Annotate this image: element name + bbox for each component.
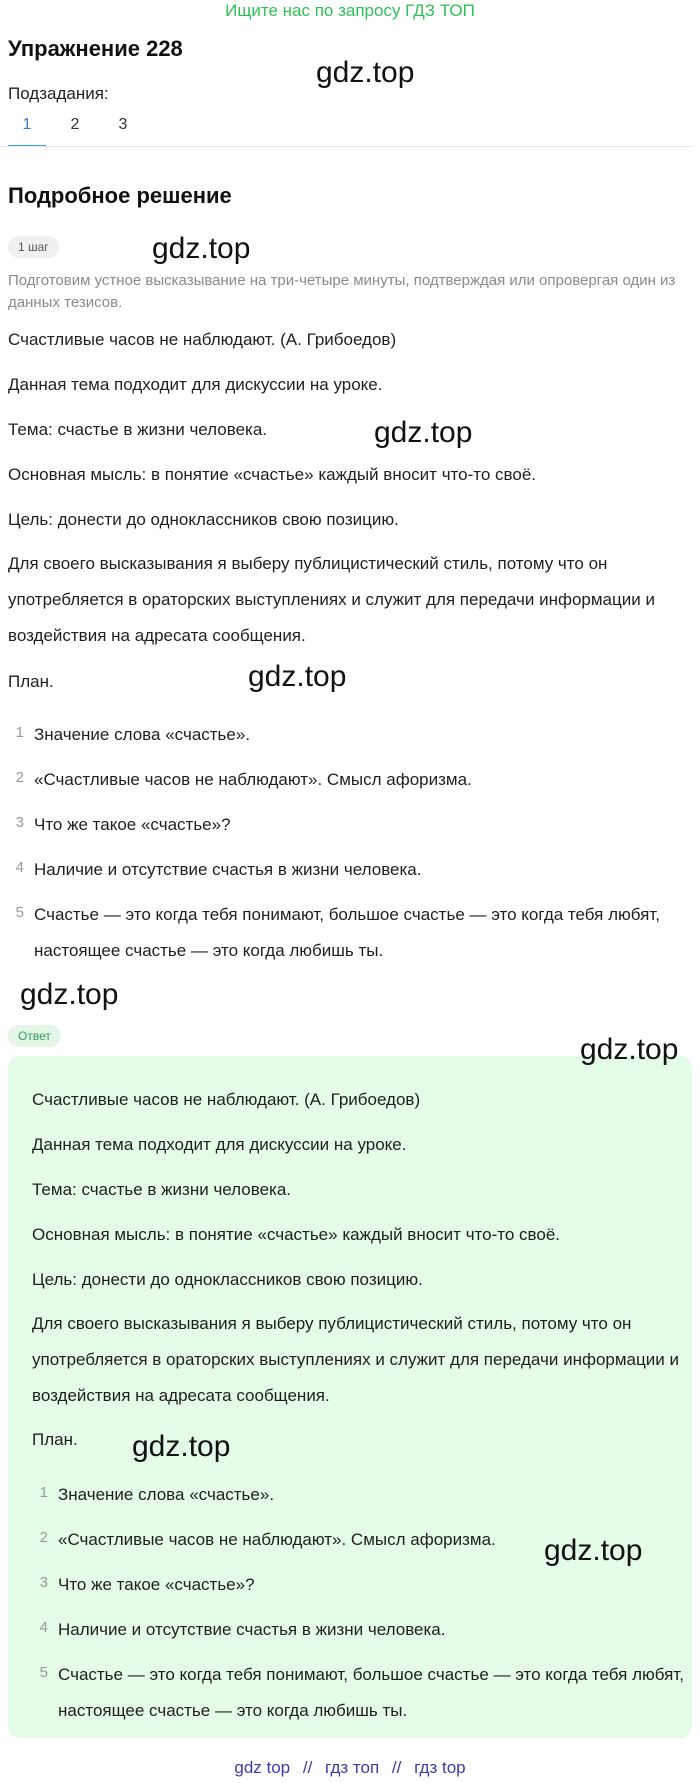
list-number: 5 [39, 1664, 48, 1681]
watermark: gdz.top [316, 56, 415, 89]
watermark: gdz.top [580, 1033, 679, 1066]
footer-links [0, 1758, 700, 1778]
step-badge: 1 шаг [8, 236, 59, 258]
footer-link[interactable]: gdz top [234, 1758, 291, 1777]
footer-link[interactable]: гдз top [414, 1758, 466, 1777]
solution-plan-label: План. [8, 672, 54, 691]
answer-paragraph: Цель: донести до одноклассников свою позицию. [32, 1270, 423, 1289]
solution-paragraph: Для своего высказывания я выберу публицистический стиль, потому что он употребляется в ораторских выступлениях и служит для передачи информации и воздействия на адресата сообщения. [8, 554, 655, 645]
answer-badge: Ответ [8, 1025, 61, 1047]
watermark: gdz.top [374, 416, 473, 449]
footer-separator: // [391, 1758, 402, 1777]
answer-paragraph: Для своего высказывания я выберу публицистический стиль, потому что он употребляется в ораторских выступлениях и служит для передачи информации и воздействия на адресата сообщения. [32, 1314, 679, 1405]
answer-paragraph: Основная мысль: в понятие «счастье» каждый вносит что-то своё. [32, 1225, 561, 1244]
list-text: Что же такое «счастье»? [58, 1575, 255, 1594]
watermark: gdz.top [152, 232, 251, 265]
list-number: 3 [39, 1574, 48, 1591]
divider [0, 146, 692, 147]
solution-paragraph: Счастливые часов не наблюдают. (А. Грибоедов) [8, 330, 397, 349]
footer-link[interactable]: гдз топ [325, 1758, 380, 1777]
list-number: 2 [39, 1529, 48, 1546]
list-text: Счастье — это когда тебя понимают, большое счастье — это когда тебя любят, настоящее счастье — это когда любишь ты. [58, 1665, 684, 1720]
list-text: Значение слова «счастье». [58, 1485, 275, 1504]
list-text: Наличие и отсутствие счастья в жизни человека. [34, 860, 422, 879]
answer-paragraph: Счастливые часов не наблюдают. (А. Грибоедов) [32, 1090, 421, 1109]
list-number: 4 [39, 1619, 48, 1636]
list-text: Счастье — это когда тебя понимают, большое счастье — это когда тебя любят, настоящее счастье — это когда любишь ты. [34, 905, 660, 960]
list-number: 3 [15, 814, 24, 831]
solution-paragraph: Основная мысль: в понятие «счастье» каждый вносит что-то своё. [8, 465, 537, 484]
task-text: Подготовим устное высказывание на три-четыре минуты, подтверждая или опровергая один из данных тезисов. [8, 272, 676, 311]
list-number: 1 [15, 724, 24, 741]
tab-3[interactable]: 3 [118, 116, 128, 133]
watermark: gdz.top [544, 1534, 643, 1567]
list-text: «Счастливые часов не наблюдают». Смысл афоризма. [34, 770, 472, 789]
answer-paragraph: Тема: счастье в жизни человека. [32, 1180, 292, 1199]
list-text: Наличие и отсутствие счастья в жизни человека. [58, 1620, 446, 1639]
answer-plan-label: План. [32, 1430, 78, 1449]
list-number: 4 [15, 859, 24, 876]
tab-1[interactable]: 1 [8, 112, 46, 138]
list-text: Что же такое «счастье»? [34, 815, 231, 834]
section-title: Подробное решение [8, 183, 232, 208]
list-number: 2 [15, 769, 24, 786]
list-text: «Счастливые часов не наблюдают». Смысл афоризма. [58, 1530, 496, 1549]
footer-separator: // [302, 1758, 313, 1777]
solution-paragraph: Цель: донести до одноклассников свою позицию. [8, 510, 399, 529]
list-number: 5 [15, 904, 24, 921]
answer-paragraph: Данная тема подходит для дискуссии на уроке. [32, 1135, 407, 1154]
watermark: gdz.top [248, 660, 347, 693]
watermark: gdz.top [20, 978, 119, 1011]
solution-paragraph: Данная тема подходит для дискуссии на уроке. [8, 375, 383, 394]
list-number: 1 [39, 1484, 48, 1501]
subtasks-label: Подзадания: [8, 84, 109, 103]
solution-paragraph: Тема: счастье в жизни человека. [8, 420, 268, 439]
tab-2[interactable]: 2 [70, 116, 80, 133]
list-text: Значение слова «счастье». [34, 725, 251, 744]
watermark: gdz.top [132, 1430, 231, 1463]
search-banner[interactable]: Ищите нас по запросу ГДЗ ТОП [225, 1, 475, 20]
page-title: Упражнение 228 [8, 36, 183, 61]
